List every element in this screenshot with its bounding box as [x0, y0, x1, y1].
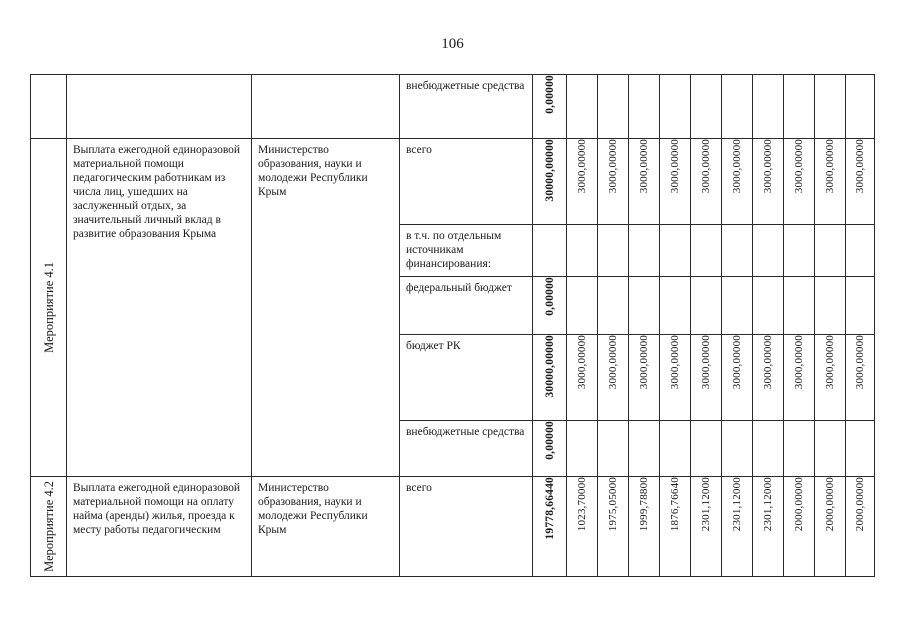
total-value: 0,00000 [543, 277, 556, 316]
total-cell [533, 139, 567, 225]
year-value-cell [629, 421, 660, 477]
year-value-cell [691, 75, 722, 139]
year-value-cell [784, 277, 815, 335]
year-value: 1975,05000 [607, 477, 619, 532]
year-value: 2301,12000 [700, 477, 712, 532]
year-value: 1023,70000 [576, 477, 588, 532]
year-value: 3000,00000 [700, 335, 712, 390]
year-value: 3000,00000 [576, 335, 588, 390]
year-value-cell [815, 477, 846, 577]
funding-source: внебюджетные средства [406, 80, 525, 92]
year-value: 3000,00000 [607, 139, 619, 194]
year-value-cell [567, 277, 598, 335]
total-cell [533, 225, 567, 277]
year-value-cell [784, 225, 815, 277]
measure-description: Выплата ежегодной единоразовой материальной помощи педагогическим работникам из числа лиц, ушедших на заслуженный отдых, за значительный личный вклад в развитие образования Крыма [73, 144, 241, 240]
funding-source-cell [400, 75, 533, 139]
total-cell [533, 477, 567, 577]
year-value: 3000,00000 [854, 335, 866, 390]
measure-cell [31, 139, 67, 477]
measure-cell [31, 75, 67, 139]
total-cell [533, 75, 567, 139]
year-value: 3000,00000 [700, 139, 712, 194]
year-value: 1876,76640 [669, 477, 681, 532]
year-value-cell [815, 335, 846, 421]
table-row [31, 139, 875, 225]
year-value-cell [784, 477, 815, 577]
measure-cell [31, 477, 67, 577]
year-value-cell [815, 75, 846, 139]
year-value-cell [598, 139, 629, 225]
year-value-cell [660, 225, 691, 277]
year-value-cell [567, 335, 598, 421]
total-value: 30000,00000 [543, 335, 556, 398]
table-row [31, 75, 875, 139]
year-value-cell [598, 477, 629, 577]
measure-description [67, 75, 251, 83]
year-value: 3000,00000 [762, 335, 774, 390]
funding-source-cell [400, 421, 533, 477]
funding-source-cell [400, 139, 533, 225]
year-value: 3000,00000 [762, 139, 774, 194]
year-value-cell [753, 139, 784, 225]
total-value: 30000,00000 [543, 139, 556, 202]
funding-source: всего [406, 482, 432, 494]
total-value: 0,00000 [543, 421, 556, 460]
executor-name [252, 75, 399, 83]
year-value: 3000,00000 [731, 139, 743, 194]
year-value: 3000,00000 [793, 139, 805, 194]
year-value: 3000,00000 [669, 139, 681, 194]
year-value-cell [722, 75, 753, 139]
year-value-cell [753, 277, 784, 335]
funding-source-cell [400, 335, 533, 421]
funding-source: федеральный бюджет [406, 282, 512, 294]
year-value-cell [815, 225, 846, 277]
year-value: 3000,00000 [576, 139, 588, 194]
description-cell [67, 139, 252, 477]
year-value: 2301,12000 [762, 477, 774, 532]
year-value-cell [815, 277, 846, 335]
total-value: 19778,66440 [543, 477, 556, 540]
year-value-cell [598, 75, 629, 139]
funding-source: всего [406, 144, 432, 156]
year-value: 3000,00000 [793, 335, 805, 390]
year-value-cell [691, 225, 722, 277]
page-number: 106 [441, 36, 464, 52]
year-value-cell [784, 75, 815, 139]
year-value-cell [722, 277, 753, 335]
year-value-cell [691, 421, 722, 477]
total-cell [533, 335, 567, 421]
year-value-cell [784, 335, 815, 421]
year-value-cell [784, 421, 815, 477]
year-value-cell [846, 139, 875, 225]
executor-cell [252, 477, 400, 577]
year-value-cell [567, 139, 598, 225]
year-value-cell [722, 421, 753, 477]
year-value-cell [722, 477, 753, 577]
year-value-cell [691, 139, 722, 225]
year-value-cell [815, 421, 846, 477]
funding-source-cell [400, 225, 533, 277]
year-value-cell [846, 421, 875, 477]
year-value-cell [629, 139, 660, 225]
year-value-cell [660, 139, 691, 225]
executor-cell [252, 75, 400, 139]
year-value: 3000,00000 [638, 139, 650, 194]
year-value: 3000,00000 [854, 139, 866, 194]
year-value-cell [846, 477, 875, 577]
description-cell [67, 477, 252, 577]
year-value-cell [660, 277, 691, 335]
year-value: 3000,00000 [824, 139, 836, 194]
year-value: 2000,00000 [854, 477, 866, 532]
year-value-cell [629, 225, 660, 277]
year-value-cell [846, 225, 875, 277]
year-value-cell [846, 75, 875, 139]
year-value-cell [660, 421, 691, 477]
funding-source: бюджет РК [406, 340, 461, 352]
year-value-cell [598, 277, 629, 335]
year-value-cell [629, 477, 660, 577]
year-value-cell [629, 277, 660, 335]
executor-name: Министерство образования, науки и молодежи Республики Крым [258, 144, 368, 198]
measure-description: Выплата ежегодной единоразовой материальной помощи на оплату найма (аренды) жилья, проезда к месту работы педагогическим [73, 482, 241, 536]
year-value-cell [567, 477, 598, 577]
funding-source-cell [400, 277, 533, 335]
year-value: 3000,00000 [669, 335, 681, 390]
year-value: 3000,00000 [824, 335, 836, 390]
year-value-cell [691, 277, 722, 335]
year-value-cell [629, 335, 660, 421]
year-value: 2000,00000 [793, 477, 805, 532]
year-value-cell [846, 335, 875, 421]
year-value-cell [753, 225, 784, 277]
executor-name: Министерство образования, науки и молодежи Республики Крым [258, 482, 368, 536]
year-value: 3000,00000 [731, 335, 743, 390]
year-value-cell [598, 421, 629, 477]
year-value: 2301,12000 [731, 477, 743, 532]
year-value-cell [598, 225, 629, 277]
year-value-cell [567, 421, 598, 477]
funding-source-cell [400, 477, 533, 577]
year-value: 1999,78800 [638, 477, 650, 532]
year-value: 3000,00000 [638, 335, 650, 390]
total-value: 0,00000 [543, 75, 556, 114]
year-value: 2000,00000 [824, 477, 836, 532]
year-value-cell [691, 477, 722, 577]
year-value-cell [660, 75, 691, 139]
year-value-cell [660, 477, 691, 577]
funding-source: в т.ч. по отдельным источникам финансирования: [406, 230, 502, 270]
year-value-cell [598, 335, 629, 421]
total-cell [533, 421, 567, 477]
year-value-cell [784, 139, 815, 225]
year-value-cell [691, 335, 722, 421]
year-value-cell [567, 225, 598, 277]
year-value-cell [753, 335, 784, 421]
year-value: 3000,00000 [607, 335, 619, 390]
year-value-cell [629, 75, 660, 139]
year-value-cell [722, 335, 753, 421]
year-value-cell [753, 75, 784, 139]
funding-source: внебюджетные средства [406, 426, 525, 438]
year-value-cell [815, 139, 846, 225]
year-value-cell [753, 477, 784, 577]
table-row [31, 477, 875, 577]
executor-cell [252, 139, 400, 477]
year-value-cell [722, 139, 753, 225]
measure-label: Мероприятие 4.2 [41, 481, 56, 572]
year-value-cell [660, 335, 691, 421]
year-value-cell [722, 225, 753, 277]
measure-label: Мероприятие 4.1 [41, 262, 56, 353]
description-cell [67, 75, 252, 139]
total-cell [533, 277, 567, 335]
year-value-cell [846, 277, 875, 335]
year-value-cell [753, 421, 784, 477]
budget-table [30, 74, 875, 577]
year-value-cell [567, 75, 598, 139]
